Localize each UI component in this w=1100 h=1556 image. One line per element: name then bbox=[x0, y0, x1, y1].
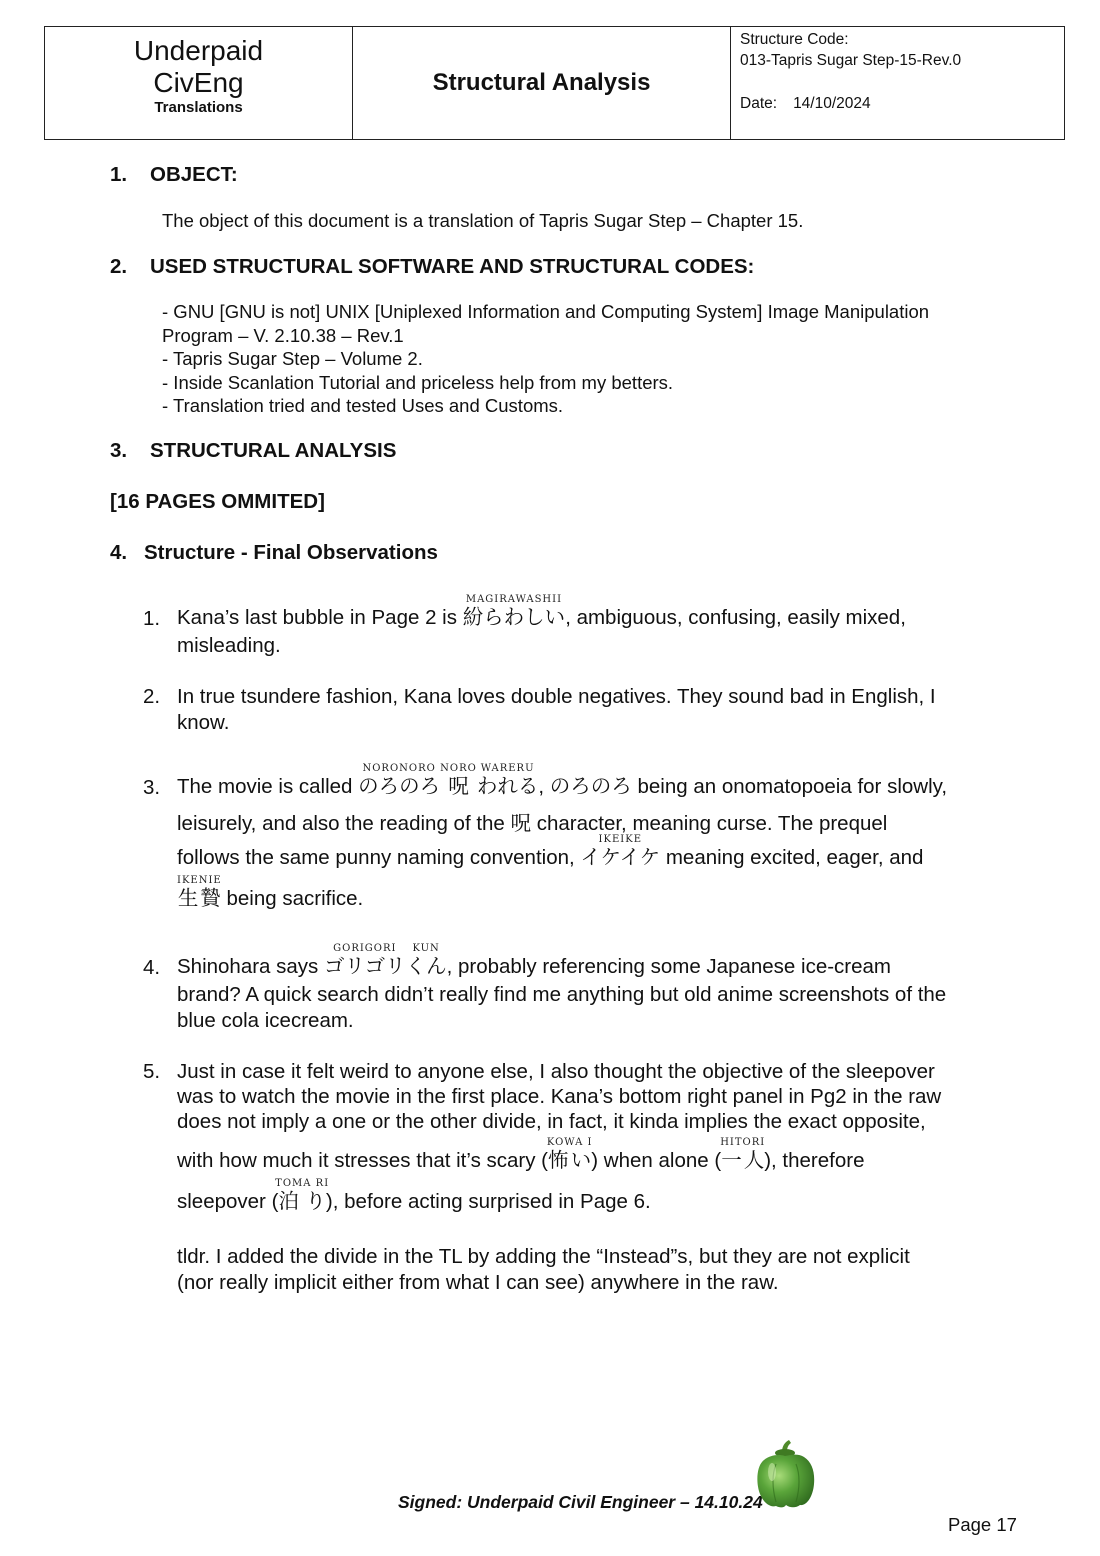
title-cell bbox=[353, 27, 731, 139]
section-number: 1. bbox=[110, 163, 128, 186]
observation-line: sleepover (泊りTOMA RI), before acting surprised in Page 6. bbox=[177, 1178, 651, 1213]
company-cell bbox=[45, 27, 353, 139]
signature-line: Signed: Underpaid Civil Engineer – 14.10.24 bbox=[398, 1492, 763, 1512]
object-paragraph bbox=[162, 209, 803, 233]
section-number: 2. bbox=[110, 255, 128, 278]
observation-number: 1. bbox=[143, 607, 161, 630]
observation-line: In true tsundere fashion, Kana loves double negatives. They sound bad in English, I bbox=[177, 685, 936, 708]
observation-line: (nor really implicit either from what I can see) anywhere in the raw. bbox=[177, 1271, 779, 1294]
software-line: - Translation tried and tested Uses and Customs. bbox=[162, 395, 564, 416]
section-heading-software bbox=[110, 255, 754, 279]
document-title: Structural Analysis bbox=[432, 69, 651, 96]
section-title: OBJECT: bbox=[150, 163, 238, 186]
observation-line: tldr. I added the divide in the TL by adding the “Instead”s, but they are not explicit bbox=[177, 1245, 910, 1268]
observation-number: 4. bbox=[143, 956, 161, 979]
company-name-line1: Underpaid bbox=[133, 35, 264, 66]
object-text: The object of this document is a translation of Tapris Sugar Step – Chapter 15. bbox=[162, 210, 804, 231]
observation-line: Shinohara says ゴリゴリGORIGORIくんKUN, probably referencing some Japanese ice-cream bbox=[177, 943, 892, 978]
observation-line: does not imply a one or the other divide, in fact, it kinda implies the exact opposite, bbox=[177, 1110, 926, 1133]
omitted-pages-note: [16 PAGES OMMITED] bbox=[110, 490, 325, 513]
green-bell-pepper-icon bbox=[752, 1438, 818, 1510]
date-value: 14/10/2024 bbox=[793, 95, 871, 112]
section-number: 3. bbox=[110, 439, 128, 462]
observation-line: Just in case it felt weird to anyone else, I also thought the objective of the sleepover bbox=[177, 1060, 935, 1083]
observation-line: brand? A quick search didn’t really find me anything but old anime screenshots of the bbox=[177, 983, 947, 1006]
page-number: Page 17 bbox=[948, 1514, 1017, 1535]
section-title: USED STRUCTURAL SOFTWARE AND STRUCTURAL CODES: bbox=[150, 255, 755, 278]
structure-code: 013-Tapris Sugar Step-15-Rev.0 bbox=[740, 52, 962, 69]
structure-code-label: Structure Code: bbox=[740, 31, 849, 48]
observation-line: 生贄IKENIE being sacrifice. bbox=[177, 875, 364, 910]
observation-number: 5. bbox=[143, 1060, 161, 1083]
observation-line: misleading. bbox=[177, 634, 281, 657]
observation-line: leisurely, and also the reading of the 呪 character, meaning curse. The prequel bbox=[177, 811, 888, 835]
software-line: - Inside Scanlation Tutorial and priceless help from my betters. bbox=[162, 371, 674, 393]
section-heading-object bbox=[110, 163, 238, 187]
software-line: - Tapris Sugar Step – Volume 2. bbox=[162, 348, 423, 369]
software-line: Program – V. 2.10.38 – Rev.1 bbox=[162, 324, 404, 346]
observation-line: with how much it stresses that it’s scary (怖いKOWA I) when alone (一人HITORI), therefore bbox=[177, 1137, 865, 1172]
date-label: Date: bbox=[740, 95, 778, 112]
observation-line: The movie is called のろのろNORONORO呪NOROわれるWARERU, のろのろ being an onomatopoeia for slowly, bbox=[177, 763, 948, 798]
section-heading-observations bbox=[110, 541, 438, 565]
observation-line: Kana’s last bubble in Page 2 is 紛らわしいMAGIRAWASHII, ambiguous, confusing, easily mixed, bbox=[177, 594, 906, 629]
observation-line: follows the same punny naming convention, イケイケIKEIKE meaning excited, eager, and bbox=[177, 834, 924, 869]
observation-number: 2. bbox=[143, 685, 161, 708]
observation-line: was to watch the movie in the first place. Kana’s bottom right panel in Pg2 in the raw bbox=[177, 1085, 942, 1108]
software-list bbox=[162, 300, 929, 418]
meta-cell bbox=[731, 27, 1064, 139]
observation-number: 3. bbox=[143, 776, 161, 799]
observation-line: know. bbox=[177, 711, 230, 734]
section-heading-analysis bbox=[110, 439, 396, 463]
document-header bbox=[44, 26, 1065, 140]
date-row bbox=[740, 93, 1064, 114]
section-title: Structure - Final Observations bbox=[144, 541, 438, 564]
section-number: 4. bbox=[110, 541, 128, 564]
observation-line: blue cola icecream. bbox=[177, 1009, 354, 1032]
section-title: STRUCTURAL ANALYSIS bbox=[150, 439, 397, 462]
software-line: - GNU [GNU is not] UNIX [Uniplexed Information and Computing System] Image Manipulation bbox=[162, 301, 930, 322]
company-name-line2: CivEng bbox=[153, 67, 244, 98]
company-subtitle: Translations bbox=[154, 99, 243, 116]
